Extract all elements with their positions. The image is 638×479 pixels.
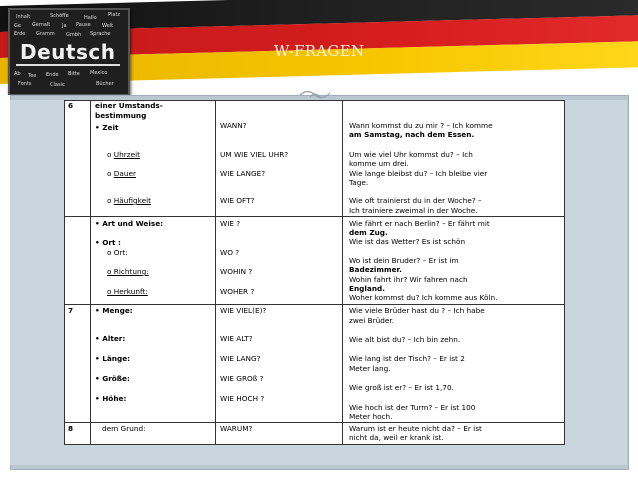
chalk-underline (16, 64, 120, 66)
category-sublabel: o Dauer (107, 169, 137, 178)
row-number: 7 (68, 306, 74, 315)
example-sentence: dem Zug. (349, 228, 388, 237)
example-sentence: Tage. (349, 178, 369, 187)
table-row-divider (64, 216, 565, 217)
question-word: WARUM? (220, 424, 253, 433)
example-sentence: Wie oft trainierst du in der Woche? – (349, 196, 482, 205)
chalk-word: Ge (14, 23, 21, 29)
table-row-divider (64, 422, 565, 423)
question-word: WANN? (220, 121, 247, 130)
question-word: WIE ? (220, 219, 241, 228)
table-border-bottom (64, 444, 565, 445)
chalkboard-logo (8, 8, 130, 95)
category-sublabel: o Ort: (107, 248, 128, 257)
category-label: • Zeit (95, 123, 119, 132)
category-sublabel: o Uhrzeit (107, 150, 140, 159)
chalk-word: Hallo (84, 15, 97, 21)
chalk-word: Ja (62, 23, 67, 29)
example-sentence: Wie fährt er nach Berlin? – Er fährt mit (349, 219, 490, 228)
category-label: dem Grund: (102, 424, 146, 433)
example-sentence: Wie hoch ist der Turm? – Er ist 100 (349, 403, 476, 412)
category-label: bestimmung (95, 111, 147, 120)
example-sentence: Wie alt bist du? – Ich bin zehn. (349, 335, 461, 344)
table-border-right (564, 100, 565, 444)
chalk-word: Erde (14, 31, 26, 37)
example-sentence: Wie ist das Wetter? Es ist schön (349, 237, 466, 246)
example-sentence: Wie lange bleibst du? – Ich bleibe vier (349, 169, 488, 178)
example-sentence: Wo ist dein Bruder? – Er ist im (349, 256, 459, 265)
example-sentence: komme um drei. (349, 159, 409, 168)
chalk-word: Sprache (90, 31, 111, 37)
table-border-left (64, 100, 65, 444)
category-label: • Höhe: (95, 394, 127, 403)
chalk-word: Gmbh (66, 32, 82, 38)
chalk-word: Tee (28, 73, 37, 79)
chalk-word: Schöffe (50, 13, 69, 19)
chalk-word: Fonts (18, 81, 32, 87)
category-label: einer Umstands- (95, 101, 163, 110)
question-word: WIE ALT? (220, 334, 253, 343)
category-label: • Länge: (95, 354, 131, 363)
chalk-word: Mexico (90, 70, 108, 76)
page-title: W-FRAGEN (274, 42, 365, 60)
swirl-ornament-icon (298, 87, 332, 101)
question-word: WIE LANG? (220, 354, 261, 363)
chalk-word: Ende (46, 72, 59, 78)
example-sentence: Wie groß ist er? – Er ist 1,70. (349, 383, 454, 392)
question-word: WIE LANGE? (220, 169, 266, 178)
category-sublabel-text: Uhrzeit (113, 150, 140, 159)
example-sentence: Wann kommst du zu mir ? – Ich komme (349, 121, 493, 130)
category-sublabel-text: Häufigkeit (113, 196, 151, 205)
example-sentence: Warum ist er heute nicht da? – Er ist (349, 424, 482, 433)
chalk-word: Ab (14, 71, 21, 77)
example-sentence: zwei Brüder. (349, 316, 395, 325)
example-sentence: nicht da, weil er krank ist. (349, 433, 444, 442)
table-row-divider (64, 304, 565, 305)
example-sentence: Wie viele Brüder hast du ? – Ich habe (349, 306, 485, 315)
chalk-word: Bücher (96, 81, 114, 87)
row-number: 6 (68, 101, 74, 110)
example-sentence: Wohin fahrt ihr? Wir fahren nach (349, 275, 468, 284)
question-word: WIE GROß ? (220, 374, 264, 383)
chalk-word: Inhalt (16, 14, 31, 20)
example-sentence: Meter hoch. (349, 412, 393, 421)
question-word: WO ? (220, 248, 240, 257)
category-sublabel: o Richtung: (107, 267, 149, 276)
example-sentence: Woher kommst du? Ich komme aus Köln. (349, 293, 498, 302)
chalk-word: Welt (102, 23, 114, 29)
chalk-word: Pause (76, 22, 91, 28)
chalk-word: Clasic (50, 82, 65, 88)
question-word: WOHIN ? (220, 267, 253, 276)
chalk-word: Bitte (68, 71, 80, 77)
example-sentence: Meter lang. (349, 364, 391, 373)
chalk-word: Platz (108, 12, 121, 18)
example-sentence: Wie lang ist der Tisch? – Er ist 2 (349, 354, 465, 363)
question-word: WIE OFT? (220, 196, 255, 205)
category-sublabel-text: Dauer (113, 169, 137, 178)
question-word: WIE VIEL(E)? (220, 306, 267, 315)
question-word: WIE HOCH ? (220, 394, 265, 403)
category-label: • Menge: (95, 306, 133, 315)
table-col-divider (90, 100, 91, 444)
example-sentence: Um wie viel Uhr kommst du? – Ich (349, 150, 473, 159)
category-label: • Größe: (95, 374, 130, 383)
chalk-title: Deutsch (20, 40, 116, 64)
category-label: • Ort : (95, 238, 121, 247)
example-sentence: Ich trainiere zweimal in der Woche. (349, 206, 478, 215)
chalk-word: Gemalt (32, 22, 51, 28)
chalk-word: Gramm (36, 31, 55, 37)
row-number: 8 (68, 424, 74, 433)
question-word: UM WIE VIEL UHR? (220, 150, 289, 159)
table-col-divider (215, 100, 216, 444)
category-sublabel: o Häufigkeit (107, 196, 151, 205)
table-col-divider (342, 100, 343, 444)
example-sentence: Badezimmer. (349, 265, 402, 274)
category-sublabel: o Herkunft: (107, 287, 148, 296)
example-sentence: am Samstag, nach dem Essen. (349, 130, 475, 139)
question-word: WOHER ? (220, 287, 255, 296)
header-banner (0, 0, 638, 95)
category-label: • Alter: (95, 334, 126, 343)
category-label: • Art und Weise: (95, 219, 164, 228)
example-sentence: England. (349, 284, 386, 293)
